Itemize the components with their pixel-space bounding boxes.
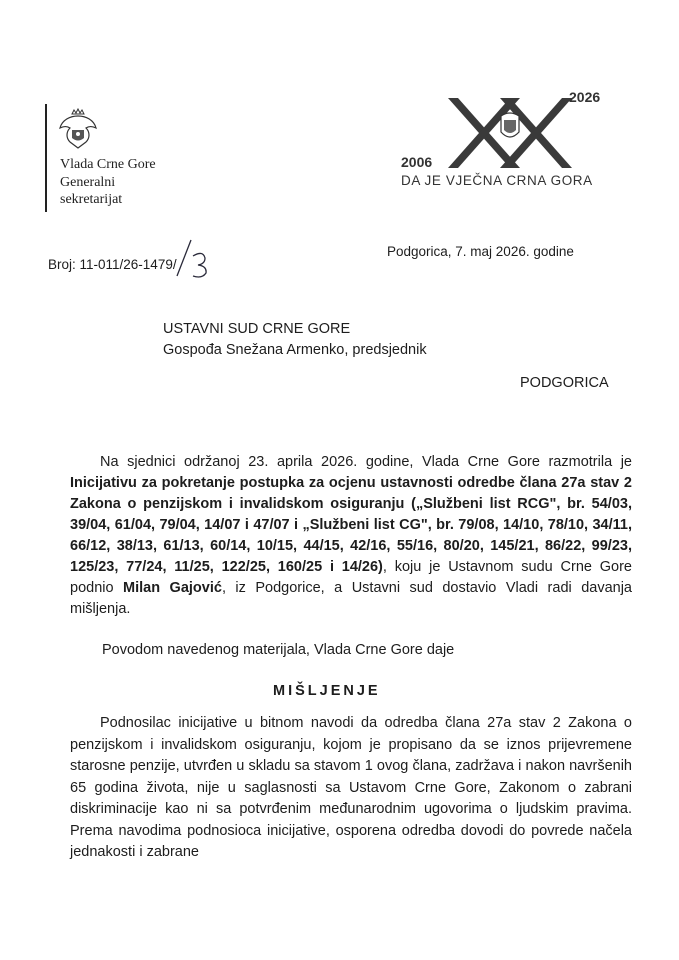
issuer-block (60, 156, 156, 209)
header-divider (45, 104, 47, 212)
initiative-title: Inicijativu za pokretanje postupka za ocjenu ustavnosti odredbe člana 27a stav 2 Zakona o penzijskom i invalidskom osiguranju („Službeni list RCG", br. 54/03, 39/04, 61/04, 79/04, 14/07 i 47/07 i „Službeni list CG", br. 79/08, 14/10, 78/10, 34/11, 66/12, 38/13, 61/13, 60/14, 10/15, 44/15, 42/16, 55/16, 80/20, 145/21, 86/22, 99/23, 125/23, 77/24, 11/25, 122/25, 160/25 i 14/26) (70, 475, 632, 575)
addressee-person: Gospođa Snežana Armenko, predsjednik (163, 341, 427, 358)
paragraph-lead-in: Povodom navedenog materijala, Vlada Crne Gore daje (102, 642, 455, 658)
logo-slogan: DA JE VJEČNA CRNA GORA (401, 173, 593, 188)
logo-year-end: 2026 (569, 89, 601, 105)
logo-year-start: 2006 (401, 154, 433, 170)
petitioner-name: Milan Gajović (123, 580, 222, 596)
text-run: , iz Podgorice, a Ustavni sud dostavio Vladi radi davanja mišljenja. (70, 580, 632, 617)
addressee-block (163, 319, 427, 360)
coat-of-arms-icon (56, 108, 100, 152)
issuer-line: sekretarijat (60, 192, 123, 207)
addressee-institution: USTAVNI SUD CRNE GORE (163, 321, 351, 337)
reference-number: Broj: 11-011/26-1479/ (48, 257, 177, 272)
issuer-line: Generalni (60, 174, 116, 190)
place-date: Podgorica, 7. maj 2026. godine (387, 244, 574, 259)
paragraph-intro (70, 452, 632, 620)
handwritten-number (171, 236, 221, 280)
opinion-title: MIŠLJENJE (273, 683, 381, 699)
issuer-line: Vlada Crne Gore (60, 157, 156, 172)
text-run: Na sjednici održanoj 23. aprila 2026. godine, Vlada Crne Gore razmotrila je (100, 454, 632, 470)
paragraph-opinion: Podnosilac inicijative u bitnom navodi da odredba člana 27a stav 2 Zakona o penzijskom i invalidskom osiguranju, kojom je propisano da se iznos prijevremene starosne penzije, utvrđen u skladu sa stavom 1 ovog člana, zadržava i nakon navršenih 65 godina života, nije u saglasnosti sa Ustavom Crne Gore, Zakonom o zabrani diskriminacije kao ni sa potvrđenim međunarodnim ugovorima o ljudskim pravima. Prema navodima podnosioca inicijative, osporena odredba dovodi do povrede načela jednakosti i zabrane (70, 715, 632, 860)
addressee-city: PODGORICA (520, 375, 609, 391)
text-run: , koju je Ustavnom sudu Crne Gore podnio (70, 559, 632, 596)
